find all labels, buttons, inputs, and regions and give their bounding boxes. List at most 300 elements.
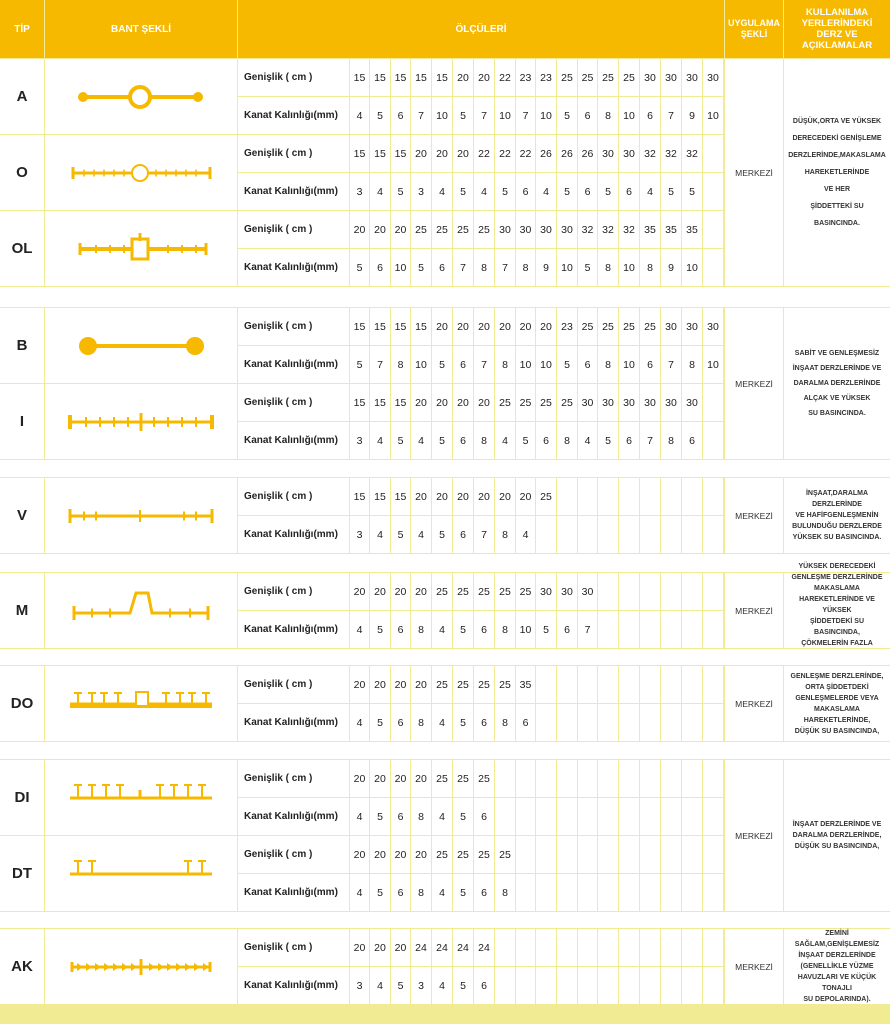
thickness-value: 10	[495, 97, 515, 134]
width-value: 20	[411, 836, 431, 873]
width-value: 30	[640, 384, 660, 421]
width-value: 20	[474, 59, 494, 96]
width-value	[703, 760, 723, 797]
thickness-value: 8	[411, 874, 431, 911]
thickness-value: 5	[578, 249, 597, 286]
width-value	[536, 666, 556, 703]
thickness-value	[495, 967, 515, 1004]
thickness-value	[598, 704, 618, 741]
thickness-value: 8	[640, 249, 660, 286]
width-value	[578, 478, 597, 515]
description-line: ÇÖKMELERİN FAZLA	[801, 640, 873, 647]
width-value: 25	[619, 308, 639, 345]
do-band-icon	[48, 666, 234, 742]
thickness-value: 7	[370, 346, 390, 383]
thickness-value	[619, 874, 639, 911]
thickness-value: 8	[661, 422, 681, 459]
thickness-value: 10	[516, 611, 535, 648]
width-value: 20	[432, 384, 452, 421]
width-value	[703, 135, 723, 172]
thickness-value: 6	[474, 874, 494, 911]
width-value	[619, 760, 639, 797]
thickness-value: 5	[391, 516, 410, 553]
thickness-value: 7	[495, 249, 515, 286]
width-value: 24	[453, 929, 473, 966]
thickness-label: Kanat Kalınlığı(mm)	[238, 874, 349, 911]
thickness-value: 8	[474, 249, 494, 286]
width-value: 15	[350, 478, 369, 515]
width-value: 35	[682, 211, 702, 248]
thickness-value: 5	[391, 967, 410, 1004]
thickness-value: 4	[432, 704, 452, 741]
thickness-value: 5	[598, 173, 618, 210]
thickness-value: 5	[557, 173, 577, 210]
width-value: 30	[703, 308, 723, 345]
thickness-value: 7	[661, 346, 681, 383]
description-line: GENLEŞMELERDE VEYA	[795, 694, 879, 702]
thickness-value: 5	[370, 874, 390, 911]
width-value: 25	[432, 836, 452, 873]
thickness-value: 6	[557, 611, 577, 648]
thickness-value	[619, 611, 639, 648]
description-line: GENLEŞME DERZLERİNDE	[791, 574, 883, 581]
thickness-value: 10	[703, 346, 723, 383]
thickness-value: 5	[370, 97, 390, 134]
thickness-value: 4	[350, 611, 369, 648]
width-value	[557, 836, 577, 873]
width-value: 30	[661, 59, 681, 96]
dt-band-icon	[48, 836, 234, 912]
width-value: 25	[557, 59, 577, 96]
band-shape-cell	[45, 59, 237, 134]
width-value	[516, 760, 535, 797]
thickness-value: 4	[350, 874, 369, 911]
width-label: Genişlik ( cm )	[238, 478, 349, 515]
description-line: VE HER	[823, 186, 851, 193]
width-value: 25	[578, 308, 597, 345]
width-value: 25	[453, 211, 473, 248]
description-line: ŞİDDETTEKİ SU	[810, 203, 864, 210]
width-value: 20	[474, 478, 494, 515]
width-value: 20	[453, 308, 473, 345]
thickness-value: 4	[370, 173, 390, 210]
width-value: 20	[432, 308, 452, 345]
uygulama-cell: MERKEZİ	[725, 478, 783, 553]
thickness-value	[557, 516, 577, 553]
type-cell-b: B	[0, 308, 44, 383]
width-value: 25	[432, 211, 452, 248]
width-value: 15	[391, 478, 410, 515]
width-value: 20	[391, 573, 410, 610]
thickness-value: 6	[391, 704, 410, 741]
thickness-value: 5	[453, 704, 473, 741]
description-line: VE HAFİFGENLEŞMENİN	[795, 512, 879, 519]
width-value: 25	[474, 760, 494, 797]
group-separator	[0, 460, 890, 477]
description-line: ZEMİNİ SAĞLAM,GENİŞLEMESİZ	[794, 930, 880, 948]
i-band-icon	[48, 384, 234, 460]
thickness-value: 8	[598, 346, 618, 383]
thickness-value: 8	[495, 704, 515, 741]
thickness-value	[703, 704, 723, 741]
width-value	[598, 760, 618, 797]
width-value: 30	[682, 308, 702, 345]
width-value: 30	[536, 211, 556, 248]
type-cell-o: O	[0, 135, 44, 210]
width-value: 30	[703, 59, 723, 96]
thickness-value	[536, 704, 556, 741]
width-value: 32	[661, 135, 681, 172]
thickness-label: Kanat Kalınlığı(mm)	[238, 611, 349, 648]
width-label: Genişlik ( cm )	[238, 760, 349, 797]
kullanim-description	[784, 563, 890, 648]
thickness-value: 6	[516, 173, 535, 210]
width-value: 30	[495, 211, 515, 248]
width-value: 15	[391, 384, 410, 421]
description-line: ŞİDDETDEKİ SU BASINCINDA,	[809, 618, 865, 636]
width-value	[640, 836, 660, 873]
width-value: 30	[557, 211, 577, 248]
thickness-value	[703, 249, 723, 286]
thickness-value: 7	[474, 346, 494, 383]
thickness-value: 5	[350, 346, 369, 383]
thickness-value: 4	[640, 173, 660, 210]
thickness-value: 8	[411, 704, 431, 741]
thickness-value: 8	[516, 249, 535, 286]
width-value	[619, 836, 639, 873]
thickness-value	[703, 611, 723, 648]
header-bant-sekli: BANT ŞEKLİ	[45, 0, 237, 58]
width-value: 20	[370, 836, 390, 873]
thickness-value: 8	[474, 422, 494, 459]
thickness-value: 8	[391, 346, 410, 383]
header-olculeri: ÖLÇÜLERİ	[238, 0, 724, 58]
width-label: Genişlik ( cm )	[238, 573, 349, 610]
thickness-label: Kanat Kalınlığı(mm)	[238, 516, 349, 553]
group-separator	[0, 912, 890, 928]
width-value: 30	[578, 573, 597, 610]
thickness-value: 6	[370, 249, 390, 286]
thickness-label: Kanat Kalınlığı(mm)	[238, 173, 349, 210]
thickness-value: 3	[350, 967, 369, 1004]
thickness-value: 6	[474, 798, 494, 835]
thickness-value	[703, 516, 723, 553]
thickness-value: 4	[516, 516, 535, 553]
thickness-value: 9	[682, 97, 702, 134]
width-value: 20	[495, 478, 515, 515]
width-value: 30	[661, 384, 681, 421]
thickness-value: 3	[350, 516, 369, 553]
thickness-value: 6	[619, 173, 639, 210]
thickness-value: 7	[474, 97, 494, 134]
width-value: 30	[536, 573, 556, 610]
thickness-value: 5	[391, 422, 410, 459]
thickness-value: 5	[453, 967, 473, 1004]
width-value	[619, 929, 639, 966]
width-value: 22	[474, 135, 494, 172]
width-value	[703, 666, 723, 703]
width-value	[598, 478, 618, 515]
thickness-value: 4	[432, 874, 452, 911]
thickness-value: 5	[598, 422, 618, 459]
description-line: SU DEPOLARINDA).	[803, 996, 871, 1003]
width-value	[682, 666, 702, 703]
width-value: 25	[495, 384, 515, 421]
thickness-value	[661, 798, 681, 835]
thickness-value	[682, 967, 702, 1004]
width-value: 26	[536, 135, 556, 172]
thickness-value	[682, 798, 702, 835]
thickness-value	[661, 967, 681, 1004]
width-label: Genişlik ( cm )	[238, 929, 349, 966]
band-shape-cell	[45, 666, 237, 741]
description-line: HAREKETLERİNDE	[804, 169, 870, 176]
description-line: DARALMA DERZLERİNDE,	[792, 832, 882, 839]
thickness-value: 10	[682, 249, 702, 286]
width-label: Genişlik ( cm )	[238, 211, 349, 248]
width-value: 30	[598, 135, 618, 172]
thickness-value: 6	[578, 97, 597, 134]
band-shape-cell	[45, 573, 237, 648]
width-value: 25	[619, 59, 639, 96]
width-value: 20	[391, 836, 410, 873]
thickness-value: 5	[370, 611, 390, 648]
uygulama-cell: MERKEZİ	[725, 929, 783, 1004]
width-value: 20	[516, 478, 535, 515]
thickness-value: 10	[619, 97, 639, 134]
width-label: Genişlik ( cm )	[238, 308, 349, 345]
thickness-value: 10	[619, 249, 639, 286]
description-line: YÜKSEK DERECEDEKİ	[798, 563, 876, 570]
thickness-value: 4	[350, 97, 369, 134]
thickness-value: 4	[432, 611, 452, 648]
type-cell-i: I	[0, 384, 44, 459]
thickness-value: 5	[350, 249, 369, 286]
thickness-value: 4	[411, 422, 431, 459]
uygulama-cell: MERKEZİ	[725, 573, 783, 648]
width-value: 20	[411, 760, 431, 797]
thickness-value: 5	[453, 173, 473, 210]
width-value	[682, 929, 702, 966]
description-line: ORTA ŞİDDETDEKİ	[805, 683, 869, 691]
thickness-value: 5	[453, 798, 473, 835]
kullanim-description	[784, 308, 890, 459]
thickness-value: 8	[411, 611, 431, 648]
thickness-value: 3	[350, 173, 369, 210]
thickness-value	[578, 874, 597, 911]
group-separator	[0, 287, 890, 307]
band-shape-cell	[45, 836, 237, 911]
thickness-value	[640, 798, 660, 835]
width-value: 20	[350, 211, 369, 248]
thickness-value: 6	[682, 422, 702, 459]
width-value: 20	[370, 211, 390, 248]
group-separator	[0, 742, 890, 759]
width-value: 30	[661, 308, 681, 345]
width-value: 15	[391, 59, 410, 96]
thickness-value: 6	[391, 97, 410, 134]
width-value: 20	[350, 666, 369, 703]
thickness-value	[578, 516, 597, 553]
thickness-value: 5	[557, 97, 577, 134]
width-value: 20	[432, 478, 452, 515]
type-cell-dt: DT	[0, 836, 44, 911]
width-value	[536, 760, 556, 797]
width-value	[495, 760, 515, 797]
thickness-value	[661, 704, 681, 741]
width-value: 15	[370, 478, 390, 515]
width-value: 20	[370, 666, 390, 703]
width-value: 35	[516, 666, 535, 703]
uygulama-cell: MERKEZİ	[725, 760, 783, 911]
thickness-value	[557, 798, 577, 835]
width-value: 25	[598, 59, 618, 96]
band-shape-cell	[45, 929, 237, 1004]
thickness-value: 8	[682, 346, 702, 383]
width-value: 25	[474, 666, 494, 703]
width-value: 25	[516, 384, 535, 421]
width-value: 30	[516, 211, 535, 248]
thickness-value: 8	[557, 422, 577, 459]
width-value: 26	[578, 135, 597, 172]
width-value: 32	[640, 135, 660, 172]
description-line: MAKASLAMA	[814, 585, 860, 592]
description-line: MAKASLAMA HAREKETLERİNDE,	[803, 705, 871, 724]
width-value	[640, 573, 660, 610]
width-value	[598, 836, 618, 873]
band-shape-cell	[45, 308, 237, 383]
thickness-value: 5	[391, 173, 410, 210]
thickness-value: 5	[661, 173, 681, 210]
width-value	[703, 478, 723, 515]
width-value: 25	[495, 573, 515, 610]
width-value	[703, 929, 723, 966]
width-value: 25	[453, 836, 473, 873]
thickness-value: 4	[495, 422, 515, 459]
width-value: 30	[640, 59, 660, 96]
width-value: 15	[350, 135, 369, 172]
ol-band-icon	[48, 211, 234, 287]
thickness-value: 6	[453, 516, 473, 553]
thickness-value: 7	[453, 249, 473, 286]
band-shape-cell	[45, 760, 237, 835]
thickness-value: 10	[703, 97, 723, 134]
thickness-value	[619, 967, 639, 1004]
width-value: 20	[474, 308, 494, 345]
width-value: 20	[370, 760, 390, 797]
thickness-value	[703, 874, 723, 911]
width-value	[682, 478, 702, 515]
thickness-value: 6	[640, 97, 660, 134]
width-value	[661, 929, 681, 966]
thickness-value: 4	[370, 422, 390, 459]
width-value: 25	[557, 384, 577, 421]
width-label: Genişlik ( cm )	[238, 384, 349, 421]
thickness-value	[640, 516, 660, 553]
thickness-value: 10	[516, 346, 535, 383]
width-value: 22	[495, 135, 515, 172]
header-uygulama-sekli: UYGULAMA ŞEKLİ	[725, 0, 783, 58]
thickness-value: 5	[682, 173, 702, 210]
width-value: 23	[557, 308, 577, 345]
description-line: DERECEDEKİ GENİŞLEME	[792, 135, 882, 142]
width-value: 30	[598, 384, 618, 421]
thickness-value	[640, 611, 660, 648]
description-line: DÜŞÜK,ORTA VE YÜKSEK	[792, 118, 882, 125]
thickness-value	[703, 967, 723, 1004]
width-value: 35	[640, 211, 660, 248]
width-value: 25	[536, 384, 556, 421]
thickness-value: 4	[432, 967, 452, 1004]
thickness-value: 5	[432, 346, 452, 383]
width-value: 25	[411, 211, 431, 248]
width-value: 20	[411, 384, 431, 421]
header-tip: TİP	[0, 0, 44, 58]
width-value: 20	[411, 135, 431, 172]
description-line: SABİT VE GENLEŞMESİZ	[794, 350, 880, 357]
m-band-icon	[48, 573, 234, 649]
uygulama-cell: MERKEZİ	[725, 59, 783, 286]
thickness-value: 4	[536, 173, 556, 210]
width-value	[578, 666, 597, 703]
width-value: 25	[474, 836, 494, 873]
description-line: DERZLERİNDE,MAKASLAMA	[788, 152, 886, 159]
width-value	[557, 760, 577, 797]
width-value: 20	[411, 478, 431, 515]
width-value: 15	[432, 59, 452, 96]
width-value: 25	[598, 308, 618, 345]
width-value: 30	[557, 573, 577, 610]
uygulama-cell: MERKEZİ	[725, 308, 783, 459]
thickness-value: 5	[557, 346, 577, 383]
thickness-value: 3	[350, 422, 369, 459]
width-value: 23	[536, 59, 556, 96]
thickness-value	[495, 798, 515, 835]
width-value: 15	[411, 59, 431, 96]
width-value: 15	[370, 59, 390, 96]
width-value	[578, 929, 597, 966]
width-value	[516, 836, 535, 873]
width-value	[703, 384, 723, 421]
width-value	[557, 929, 577, 966]
width-value: 15	[391, 308, 410, 345]
thickness-label: Kanat Kalınlığı(mm)	[238, 346, 349, 383]
description-line: HAVUZLARI VE KÜÇÜK TONAJLI	[797, 974, 877, 992]
width-value: 20	[411, 666, 431, 703]
thickness-value: 6	[516, 704, 535, 741]
thickness-value: 6	[432, 249, 452, 286]
thickness-value	[661, 611, 681, 648]
width-label: Genişlik ( cm )	[238, 59, 349, 96]
width-value: 24	[432, 929, 452, 966]
thickness-value: 6	[536, 422, 556, 459]
width-value	[640, 478, 660, 515]
thickness-value: 8	[598, 249, 618, 286]
width-value	[578, 836, 597, 873]
thickness-value: 3	[411, 967, 431, 1004]
thickness-value: 5	[453, 97, 473, 134]
uygulama-cell: MERKEZİ	[725, 666, 783, 741]
width-value	[578, 760, 597, 797]
thickness-value	[536, 967, 556, 1004]
width-value	[516, 929, 535, 966]
thickness-value	[578, 704, 597, 741]
type-cell-m: M	[0, 573, 44, 648]
width-value	[557, 666, 577, 703]
width-value	[682, 836, 702, 873]
group-separator	[0, 649, 890, 665]
width-value: 32	[619, 211, 639, 248]
